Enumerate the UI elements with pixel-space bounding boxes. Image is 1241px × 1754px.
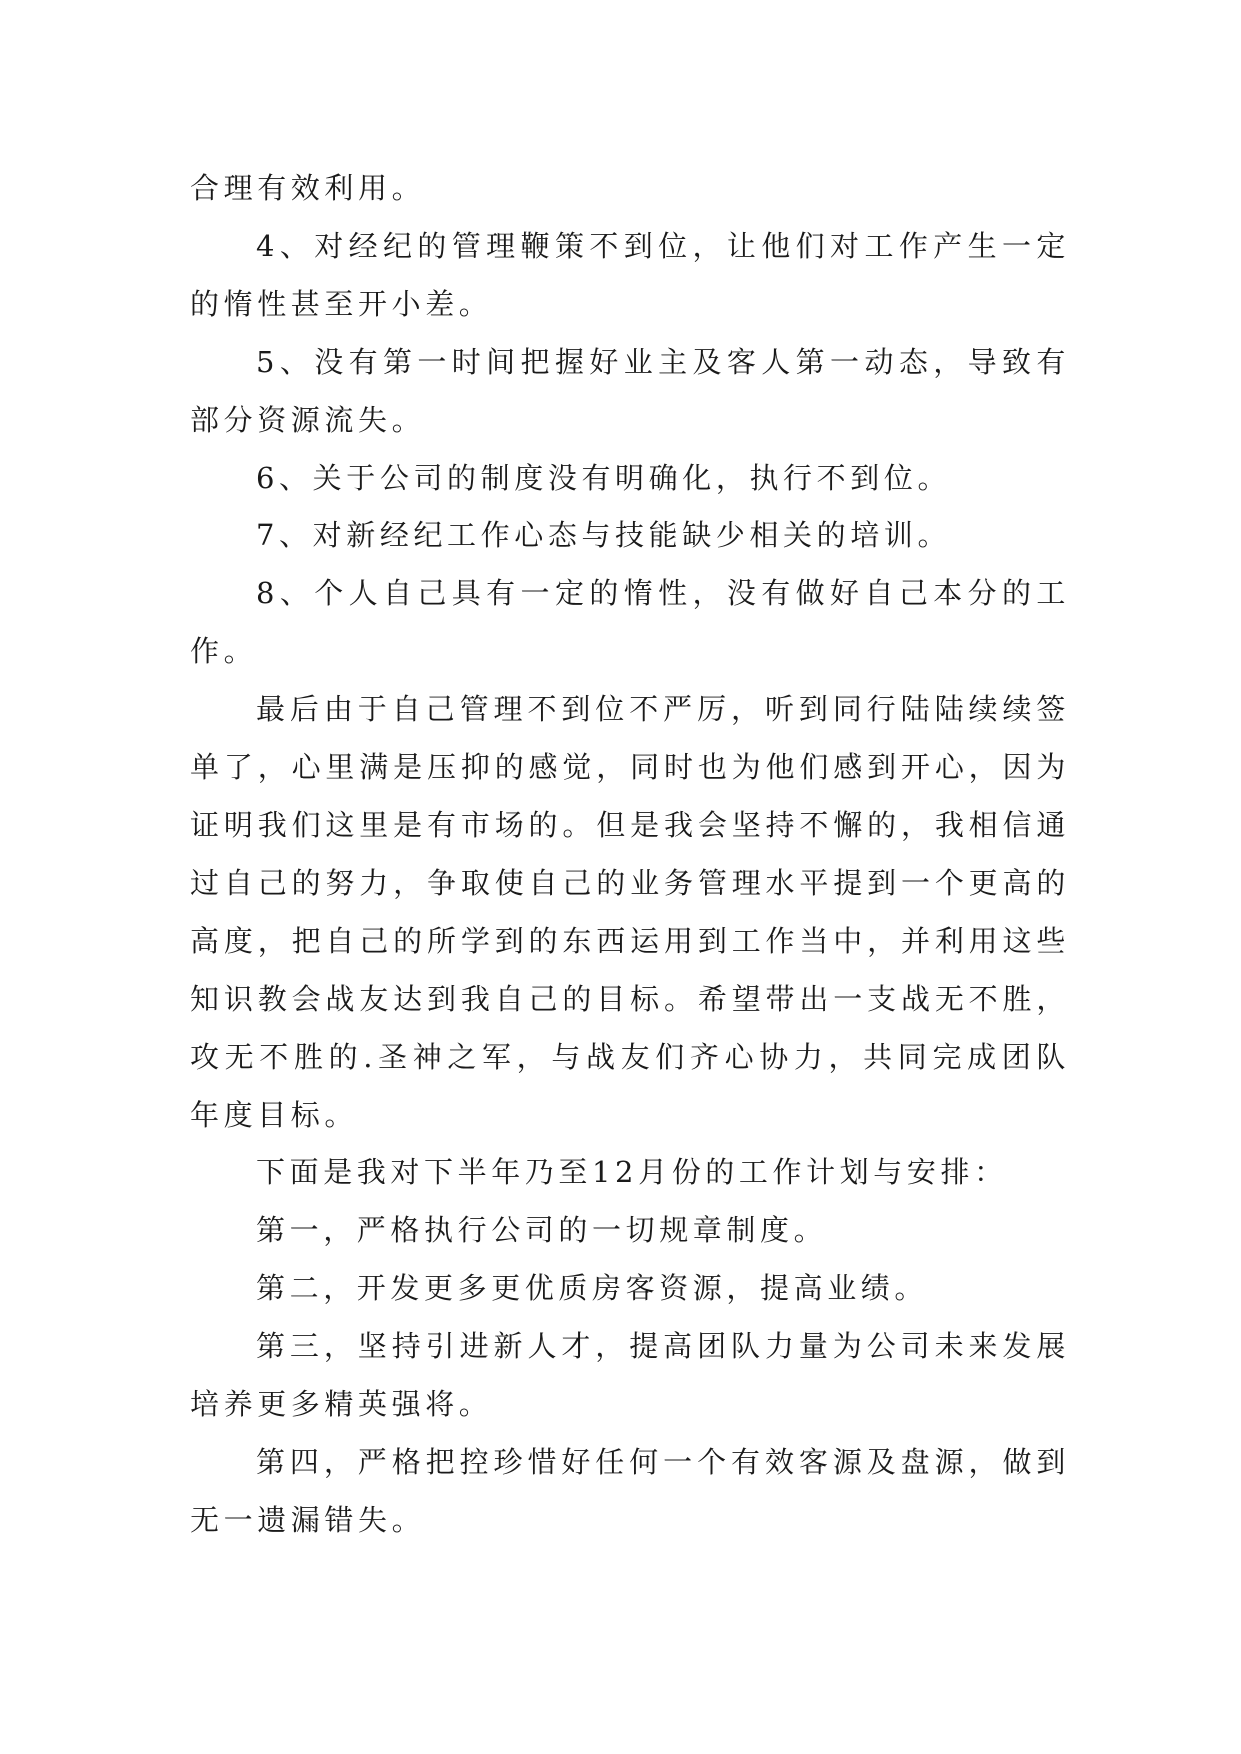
paragraph-plan-2: 第二，开发更多更优质房客资源，提高业绩。 [256, 1271, 929, 1306]
paragraph-plan-1: 第一，严格执行公司的一切规章制度。 [256, 1213, 828, 1248]
paragraph-item-5: 5、没有第一时间把握好业主及客人第一动态，导致有部分资源流失。 [190, 344, 1070, 437]
paragraph-continuation: 合理有效利用。 [190, 171, 426, 205]
paragraph-plan-4: 第四，严格把控珍惜好任何一个有效客源及盘源，做到无一遗漏错失。 [190, 1444, 1070, 1537]
paragraph-item-4: 4、对经纪的管理鞭策不到位，让他们对工作产生一定的惰性甚至开小差。 [190, 228, 1070, 321]
paragraph-plan-3: 第三，坚持引进新人才，提高团队力量为公司未来发展培养更多精英强将。 [190, 1329, 1070, 1422]
paragraph-item-8: 8、个人自己具有一定的惰性，没有做好自己本分的工作。 [190, 576, 1070, 669]
paragraph-item-6: 6、关于公司的制度没有明确化，执行不到位。 [256, 460, 952, 495]
document-body [190, 160, 1070, 1550]
paragraph-item-7: 7、对新经纪工作心态与技能缺少相关的培训。 [256, 518, 952, 553]
paragraph-summary: 最后由于自己管理不到位不严厉，听到同行陆陆续续签单了，心里满是压抑的感觉，同时也为他们感到开心，因为证明我们这里是有市场的。但是我会坚持不懈的，我相信通过自己的努力，争取使自己的业务管理水平提到一个更高的高度，把自己的所学到的东西运用到工作当中，并利用这些知识教会战友达到我自己的目标。希望带出一支战无不胜，攻无不胜的.圣神之军，与战友们齐心协力，共同完成团队年度目标。 [190, 692, 1070, 1132]
paragraph-plan-intro: 下面是我对下半年乃至12月份的工作计划与安排： [256, 1155, 1008, 1190]
